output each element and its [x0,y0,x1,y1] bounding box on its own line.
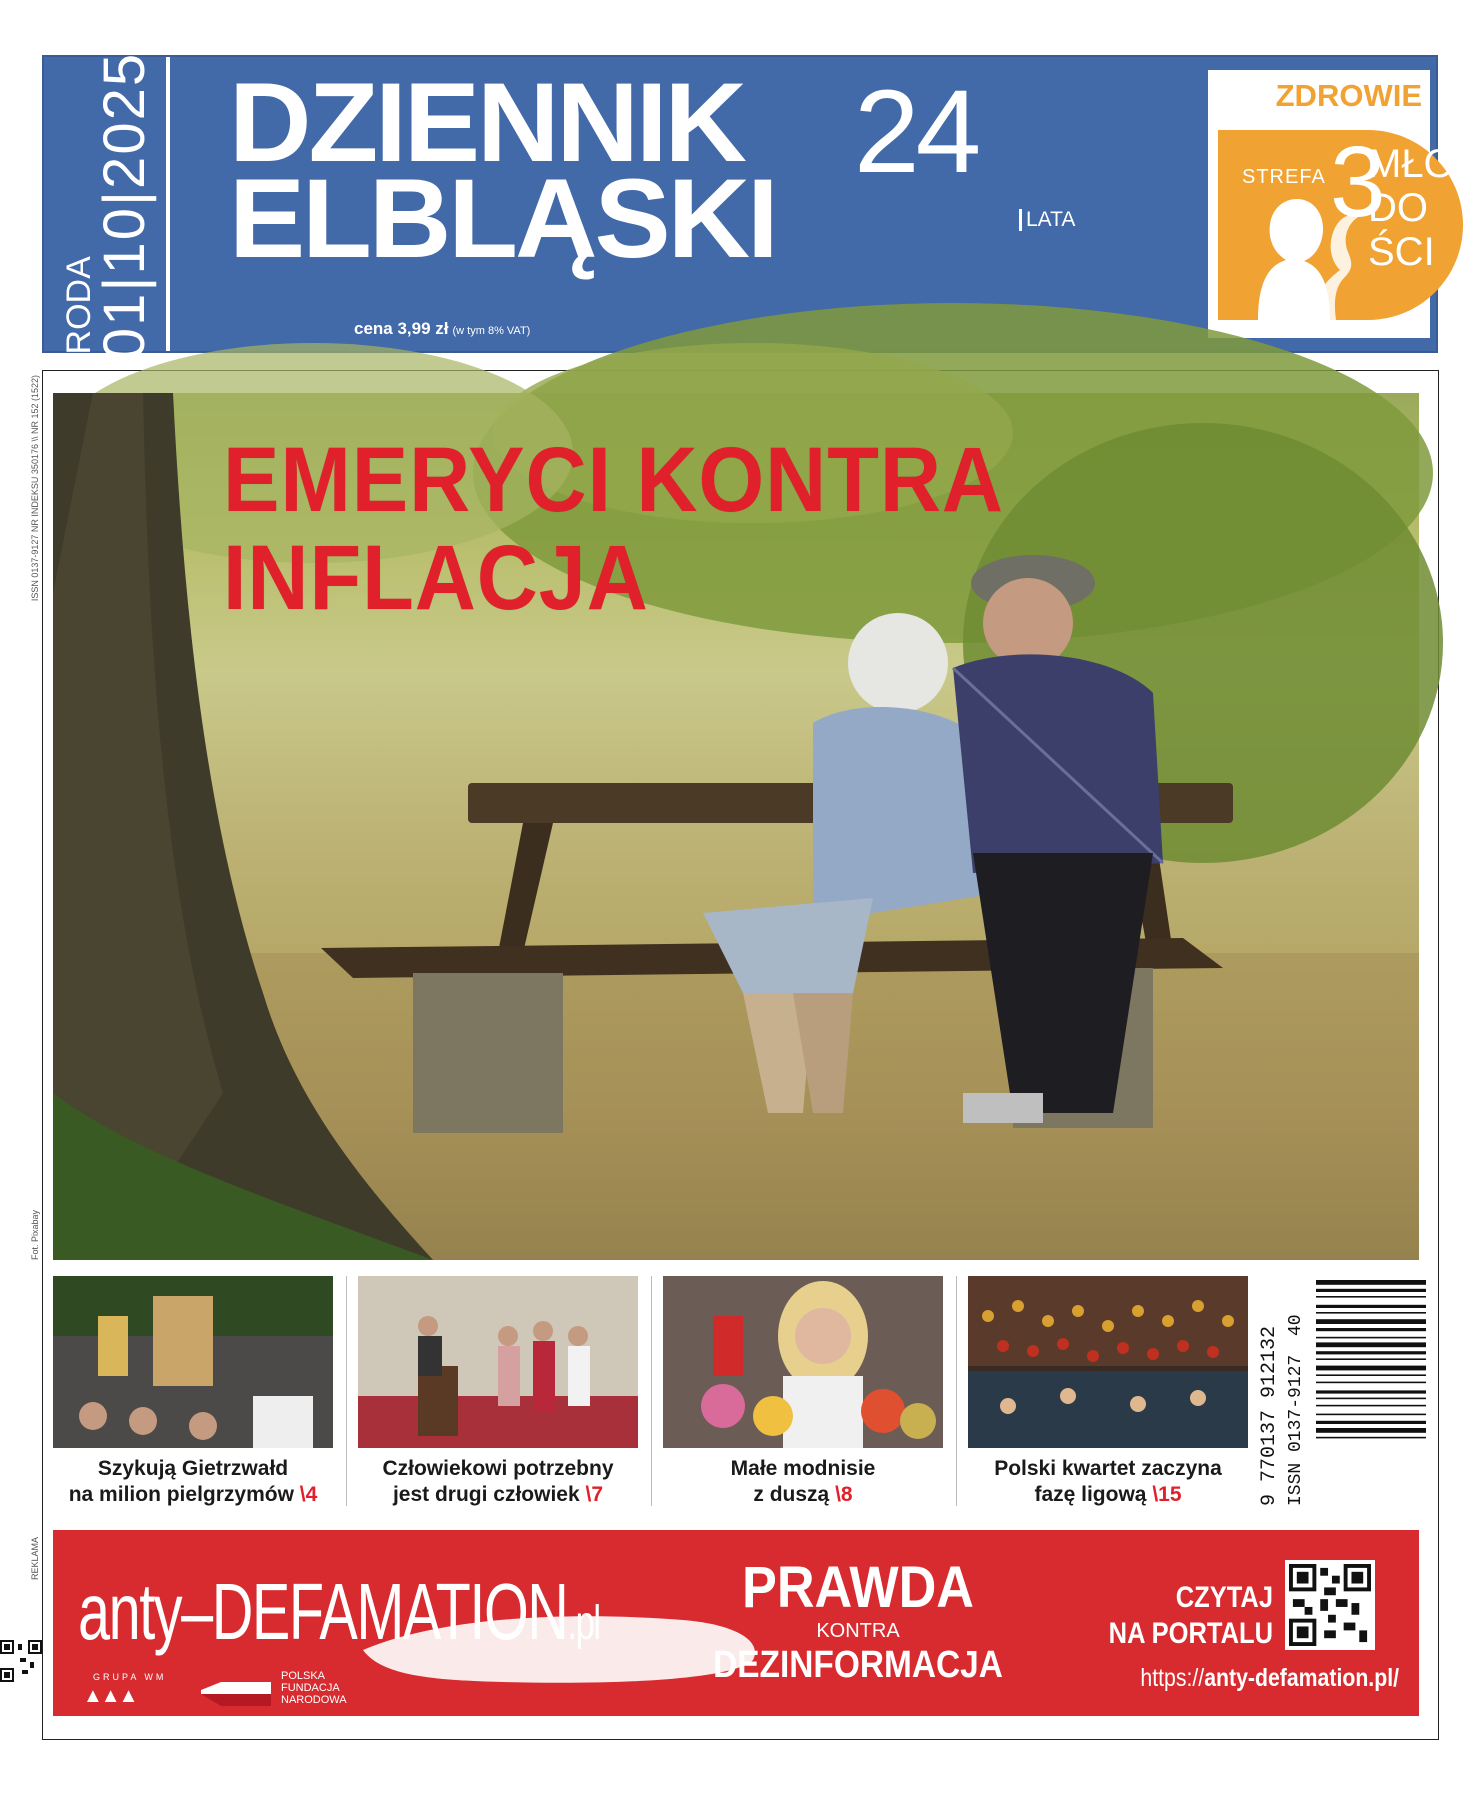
promo-word [1368,142,1455,274]
anniversary-number: 24 [854,66,978,198]
teaser-caption-text: z duszą [753,1483,830,1506]
teaser-page-ref: \15 [1152,1483,1182,1506]
headline-line-1: EMERYCI KONTRA [223,429,1004,531]
barcode-bar [1316,1398,1426,1400]
ad-slogan-kontra: KONTRA [816,1620,900,1642]
price [354,319,530,339]
ad-foundation-line: FUNDACJA [281,1682,340,1694]
price-label: cena 3,99 zł [354,319,449,338]
side-issn-text: ISSN 0137-9127 NR INDEKSU 350176 \\ NR 152 (1522) [30,375,40,602]
barcode [1260,1276,1430,1516]
teaser-caption-line [348,1482,648,1508]
teaser-photo-fans [968,1276,1248,1448]
ad-url-link[interactable] [1122,1664,1399,1693]
ad-cta-line: CZYTAJ [1175,1581,1273,1614]
promo-title: ZDROWIE [1275,78,1422,113]
promo-word-1: MŁO [1368,142,1455,186]
title-line-1: DZIENNIK [229,60,744,185]
promo-strefa: STREFA [1242,166,1326,188]
headline-line-2: INFLACJA [223,527,649,629]
ad-label-text: REKLAMA [30,1536,40,1580]
ad-cta-line: NA PORTALU [1108,1617,1273,1650]
teaser-caption-text: na milion pielgrzymów [68,1483,294,1506]
teaser-row [53,1276,1253,1526]
wm-logo-icon: ▲▲▲ [83,1685,137,1707]
teaser-divider [346,1276,347,1506]
ad-url-main: anty-defamation.pl/ [1204,1664,1399,1692]
barcode-bar [1316,1319,1426,1324]
barcode-bar [1316,1305,1426,1308]
promo-box-zdrowie[interactable] [1208,70,1455,338]
ad-foundation-line: NARODOWA [281,1694,347,1706]
teaser-caption-line [43,1482,343,1508]
teaser-caption [348,1456,648,1508]
teaser-caption-line [958,1482,1258,1508]
ad-foundation [281,1670,347,1706]
teaser-caption-line: Człowiekowi potrzebny [382,1457,614,1480]
ad-brand-tld: .pl [567,1597,600,1650]
barcode-bar [1316,1374,1426,1376]
teaser-photo-pilgrims [53,1276,333,1448]
barcode-bar [1316,1382,1426,1384]
ad-cta [1103,1580,1273,1652]
teaser-caption-line: Szykują Gietrzwałd [97,1457,289,1480]
teaser-gietrzwald[interactable] [53,1276,333,1526]
price-vat: (w tym 8% VAT) [452,325,531,337]
barcode-bar [1316,1390,1426,1393]
barcode-bar [1316,1342,1426,1347]
teaser-caption [653,1456,953,1508]
ad-slogan-prawda: PRAWDA [741,1555,975,1620]
photo-credit-text: Fot. Pixabay [30,1209,40,1260]
teaser-caption [43,1456,343,1508]
barcode-bar [1316,1421,1426,1424]
teaser-page-ref: \7 [585,1483,604,1506]
teaser-czlowiek[interactable] [358,1276,638,1526]
promo-word-3: ŚCI [1368,230,1435,274]
barcode-graphic [1260,1276,1430,1516]
barcode-bar [1316,1351,1426,1354]
barcode-bar [1316,1437,1426,1439]
barcode-issue: 40 [1286,1314,1306,1336]
ad-brand-name: anty–DEFAMATION [78,1567,568,1656]
cover-photo[interactable] [53,393,1419,1260]
ad-brand-logo [78,1567,600,1664]
teaser-caption [958,1456,1258,1508]
main-headline[interactable] [223,431,1004,627]
teaser-photo-dolls [663,1276,943,1448]
teaser-divider [956,1276,957,1506]
barcode-bar [1316,1312,1426,1314]
ad-slogan [693,1555,1023,1686]
barcode-bar [1316,1280,1426,1285]
issue-date [60,34,157,378]
promo-digit: 3 [1330,126,1386,238]
title-line-2: ELBLĄSKI [229,156,776,281]
ad-foundation-line: POLSKA [281,1670,326,1682]
date-column [44,34,170,378]
teaser-caption-text: jest drugi człowiek [392,1483,580,1506]
issue-day: ŚRODA [60,256,98,378]
flag-logo-icon [201,1680,273,1708]
barcode-ean: 9 770137 912132 [1258,1325,1281,1506]
teaser-caption-text: fazę ligową [1034,1483,1147,1506]
barcode-bar [1316,1366,1426,1371]
barcode-bar [1316,1414,1426,1416]
ad-grupa: GRUPA WM [93,1672,167,1682]
barcode-bar [1316,1428,1426,1433]
qr-code-icon[interactable] [1285,1560,1375,1650]
barcode-bar [1316,1358,1426,1360]
small-qr-code-icon[interactable] [0,1640,42,1682]
teaser-kwartet[interactable] [968,1276,1248,1526]
ad-url-prefix: https:// [1140,1664,1205,1692]
teaser-caption-line: Małe modnisie [730,1457,876,1480]
teaser-caption-line: Polski kwartet zaczyna [994,1457,1222,1480]
barcode-bar [1316,1328,1426,1331]
ad-slogan-dezinformacja: DEZINFORMACJA [713,1644,1003,1686]
teaser-modnisie[interactable] [663,1276,943,1526]
promo-word-2: DO [1368,186,1428,230]
teaser-page-ref: \8 [835,1483,853,1506]
teaser-caption-line [653,1482,953,1508]
barcode-bar [1316,1337,1426,1339]
newspaper-title[interactable] [229,60,776,281]
advert-anty-defamation[interactable] [53,1530,1419,1716]
barcode-bar [1316,1289,1426,1292]
barcode-issn: ISSN 0137-9127 [1286,1354,1306,1506]
issue-date-value: |01|10|2025| [92,34,157,378]
teaser-page-ref: \4 [299,1483,318,1506]
barcode-bar [1316,1296,1426,1298]
anniversary-unit: LATA [1019,209,1079,231]
teaser-divider [651,1276,652,1506]
teaser-photo-ceremony [358,1276,638,1448]
masthead [42,34,1455,378]
barcode-bar [1316,1405,1426,1407]
